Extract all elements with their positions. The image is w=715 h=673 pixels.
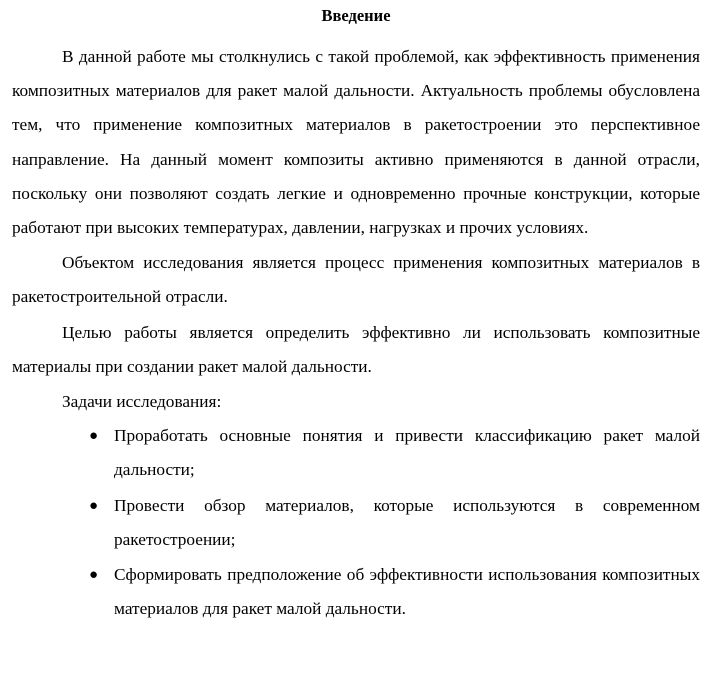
task-item-text: Провести обзор материалов, которые используются в современном ракетостроении; bbox=[114, 495, 700, 549]
section-title: Введение bbox=[321, 6, 391, 25]
paragraph-intro: В данной работе мы столкнулись с такой проблемой, как эффективность применения композитных материалов для ракет малой дальности. Актуальность проблемы обусловлена тем, что применение композитных материалов в ракетостроении это перспективное направление. На данный момент композиты активно применяются в данной отрасли, поскольку они позволяют создать легкие и одновременно прочные конструкции, которые работают при высоких температурах, давлении, нагрузках и прочих условиях. bbox=[12, 47, 700, 238]
task-item-text: Сформировать предположение об эффективности использования композитных материалов для ракет малой дальности. bbox=[114, 565, 700, 619]
task-list bbox=[12, 419, 700, 626]
paragraph-goal: Целью работы является определить эффективно ли использовать композитные материалы при создании ракет малой дальности. bbox=[12, 322, 700, 376]
bullet-icon: ● bbox=[89, 497, 99, 514]
bullet-icon: ● bbox=[89, 428, 99, 445]
task-item-text: Проработать основные понятия и привести классификацию ракет малой дальности; bbox=[114, 426, 700, 480]
paragraph-object: Объектом исследования является процесс применения композитных материалов в ракетостроительной отрасли. bbox=[12, 253, 700, 307]
task-item bbox=[12, 419, 700, 487]
tasks-heading: Задачи исследования: bbox=[62, 392, 222, 412]
document-page bbox=[12, 3, 700, 627]
task-item bbox=[12, 558, 700, 626]
bullet-icon: ● bbox=[89, 567, 99, 584]
task-item bbox=[12, 489, 700, 557]
